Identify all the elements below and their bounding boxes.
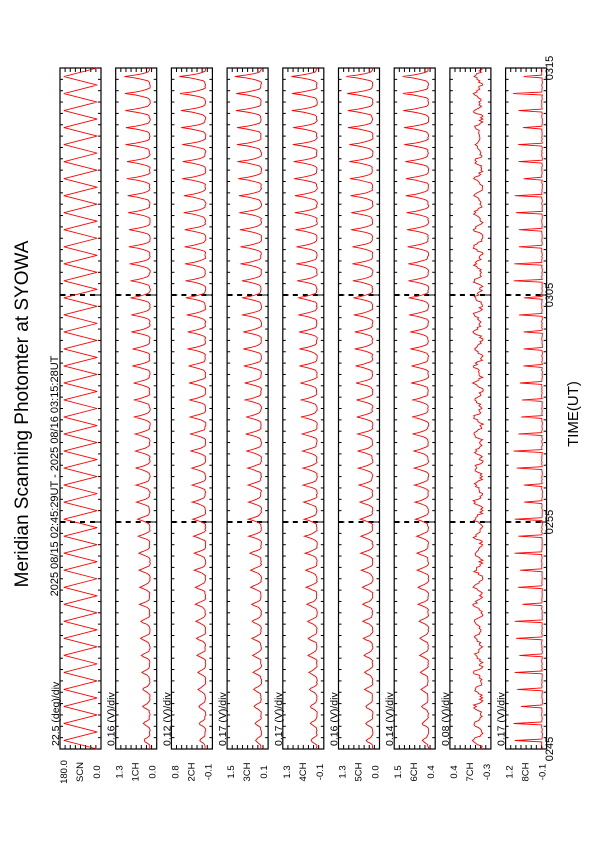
channel-trace	[513, 68, 542, 749]
panel-frame	[506, 68, 547, 749]
y-axis-label: 1CH	[130, 762, 142, 782]
panel-ch1	[106, 68, 159, 782]
panel-ch7	[440, 68, 493, 782]
y-axis-label: 0.8	[170, 765, 182, 779]
x-tick-label: 0305	[544, 282, 556, 308]
y-axis-label: 1.5	[393, 765, 405, 779]
scale-label: 0.12 (V)/div	[161, 692, 174, 746]
scale-label: 0.17 (V)/div	[217, 692, 230, 746]
y-axis-label: -0.1	[537, 763, 549, 781]
panel-frame	[339, 68, 380, 749]
panel-frame	[450, 68, 491, 749]
y-axis-label: 2CH	[186, 762, 198, 782]
channel-trace	[292, 68, 318, 749]
chart-title: Meridian Scanning Photomter at SYOWA	[12, 240, 33, 588]
panel-frame	[283, 68, 324, 749]
y-axis-label: 0.4	[426, 765, 438, 779]
y-axis-label: -0.3	[481, 763, 493, 781]
x-tick-label: 0245	[544, 736, 556, 762]
panel-frame	[171, 68, 212, 749]
y-axis-label: 6CH	[409, 762, 421, 782]
y-axis-label: 0.0	[147, 765, 159, 779]
y-axis-label: 4CH	[297, 762, 309, 782]
y-axis-label: 1.3	[114, 765, 126, 779]
y-axis-label: 1.3	[337, 765, 349, 779]
y-axis-label: 0.0	[92, 765, 103, 779]
channel-trace	[403, 68, 429, 749]
panel-ch4	[273, 68, 326, 782]
y-axis-label: 0.4	[448, 765, 460, 779]
x-tick-label: 0255	[544, 509, 556, 535]
time-range-label: 2025 08/15 02:45:29UT - 2025 08/16 03:15:28UT	[49, 355, 61, 597]
panel-ch8	[496, 68, 549, 782]
x-tick-label: 0315	[544, 55, 556, 81]
scan-trace	[64, 68, 97, 749]
channel-trace	[179, 68, 206, 749]
channel-trace	[472, 68, 483, 749]
channel-trace	[235, 68, 262, 749]
scale-label: 0.17 (V)/div	[495, 692, 508, 746]
panel-ch6	[384, 68, 437, 782]
scale-label: 0.16 (V)/div	[105, 692, 118, 746]
panel-ch5	[329, 68, 382, 782]
y-axis-label: 180.0	[59, 760, 70, 784]
panel-ch3	[217, 68, 270, 782]
panel-frame	[60, 68, 101, 749]
channel-trace	[125, 68, 151, 749]
y-axis-label: 7CH	[464, 762, 476, 782]
y-axis-label: SCN	[75, 761, 86, 783]
scale-label: 0.17 (V)/div	[272, 692, 285, 746]
y-axis-label: 0.0	[370, 765, 382, 779]
y-axis-label: 1.5	[226, 765, 238, 779]
panel-ch2	[161, 68, 214, 782]
y-axis-label: 8CH	[520, 762, 532, 782]
scale-label: 0.14 (V)/div	[384, 692, 397, 746]
scale-label: 0.16 (V)/div	[328, 692, 341, 746]
y-axis-label: 5CH	[353, 762, 365, 782]
panels-group	[50, 68, 549, 784]
y-axis-label: -0.1	[203, 763, 215, 781]
y-axis-label: -0.1	[314, 763, 326, 781]
panel-frame	[394, 68, 435, 749]
x-axis-label: TIME(UT)	[565, 381, 582, 447]
channel-trace	[346, 68, 373, 749]
scale-label: 0.08 (V)/div	[439, 692, 452, 746]
y-axis-label: 1.2	[504, 765, 516, 779]
y-axis-label: 0.1	[259, 765, 271, 779]
y-axis-label: 3CH	[242, 762, 254, 782]
y-axis-label: 1.3	[281, 765, 293, 779]
scale-label: 22.5 (deg)/div	[50, 681, 62, 746]
